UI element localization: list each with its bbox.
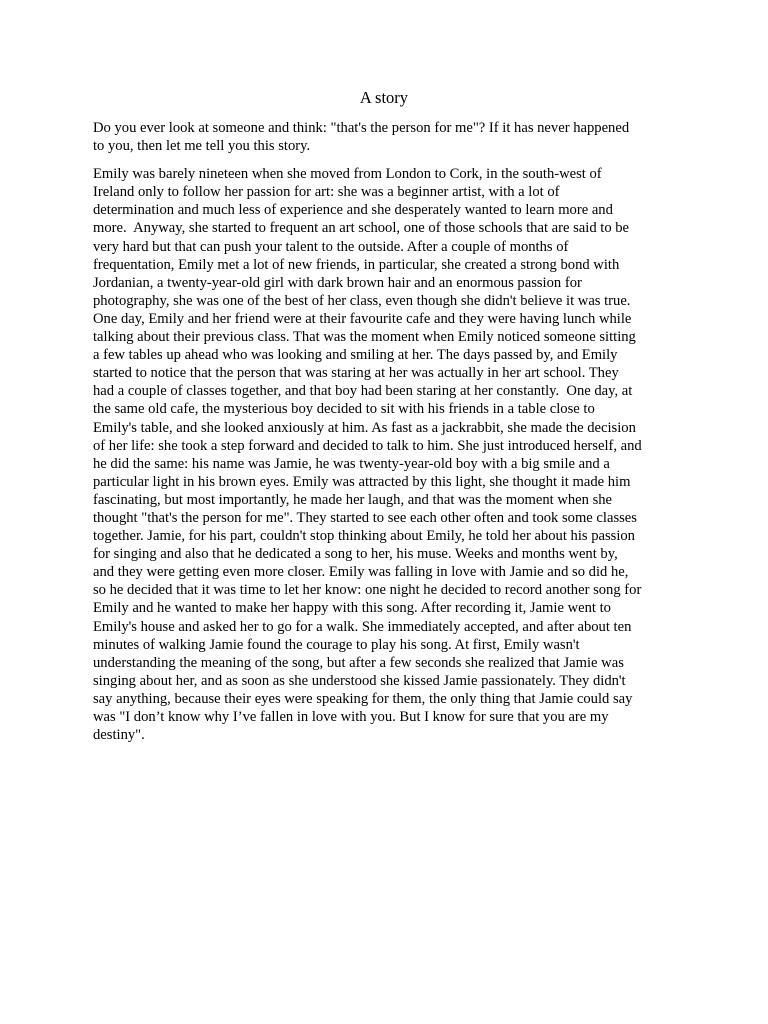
intro-line: Do you ever look at someone and think: "that's the person for me"? If it has never happened: [93, 120, 630, 136]
story-line: he did the same: his name was Jamie, he was twenty-year-old boy with a big smile and a: [93, 455, 610, 472]
story-line: Emily's house and asked her to go for a walk. She immediately accepted, and after about ten: [93, 618, 632, 635]
story-line: Jordanian, a twenty-year-old girl with dark brown hair and an enormous passion for: [93, 274, 582, 291]
story-line: Emily was barely nineteen when she moved from London to Cork, in the south-west of: [93, 166, 602, 183]
story-line: frequentation, Emily met a lot of new friends, in particular, she created a strong bond with: [93, 256, 620, 273]
story-line: for singing and also that he dedicated a song to her, his muse. Weeks and months went by,: [93, 546, 618, 563]
story-line: very hard but that can push your talent to the outside. After a couple of months of: [93, 238, 569, 255]
story-line: say anything, because their eyes were speaking for them, the only thing that Jamie could say: [93, 690, 633, 707]
paragraph-spacer: [93, 155, 683, 165]
story-line: understanding the meaning of the song, but after a few seconds she realized that Jamie was: [93, 654, 624, 671]
story-line: fascinating, but most importantly, he made her laugh, and that was the moment when she: [93, 491, 613, 508]
story-line: more. Anyway, she started to frequent an art school, one of those schools that are said to be: [93, 220, 630, 237]
story-line: was "I don’t know why I’ve fallen in love with you. But I know for sure that you are my: [93, 709, 609, 725]
story-line: a few tables up ahead who was looking and smiling at her. The days passed by, and Emily: [93, 347, 618, 364]
document-title: A story: [359, 88, 409, 107]
story-line: together. Jamie, for his part, couldn't stop thinking about Emily, he told her about his passion: [93, 528, 635, 545]
story-line: Emily and he wanted to make her happy with this song. After recording it, Jamie went to: [93, 600, 611, 617]
story-line: had a couple of classes together, and that boy had been staring at her constantly. One day, at: [93, 383, 633, 400]
story-line: determination and much less of experience and she desperately wanted to learn more and: [93, 202, 613, 219]
story-line: minutes of walking Jamie found the courage to play his song. At first, Emily wasn't: [93, 636, 580, 653]
story-line: and they were getting even more closer. Emily was falling in love with Jamie and so did he,: [93, 564, 629, 581]
story-paragraph: [93, 165, 683, 744]
story-line: of her life: she took a step forward and decided to talk to him. She just introduced herself, and: [93, 437, 642, 454]
story-line: singing about her, and as soon as she understood she kissed Jamie passionately. They didn't: [93, 672, 626, 689]
story-body: [93, 119, 683, 744]
story-line: destiny".: [93, 727, 145, 744]
story-line: Emily's table, and she looked anxiously at him. As fast as a jackrabbit, she made the decision: [93, 419, 636, 436]
story-line: photography, she was one of the best of her class, even though she didn't believe it was true.: [93, 292, 631, 309]
story-line: started to notice that the person that was staring at her was actually in her art school. They: [93, 365, 619, 382]
story-line: One day, Emily and her friend were at their favourite cafe and they were having lunch while: [93, 310, 632, 327]
story-line: the same old cafe, the mysterious boy decided to sit with his friends in a table close to: [93, 401, 595, 418]
story-line: so he decided that it was time to let her know: one night he decided to record another song for: [93, 582, 642, 599]
intro-line: to you, then let me tell you this story.: [93, 138, 311, 155]
story-line: Ireland only to follow her passion for art: she was a beginner artist, with a lot of: [93, 184, 560, 201]
story-line: talking about their previous class. That was the moment when Emily noticed someone sitting: [93, 329, 636, 346]
story-line: particular light in his brown eyes. Emily was attracted by this light, she thought it made him: [93, 473, 631, 490]
story-line: thought "that's the person for me". They started to see each other often and took some classes: [93, 509, 637, 526]
intro-paragraph: [93, 119, 683, 155]
